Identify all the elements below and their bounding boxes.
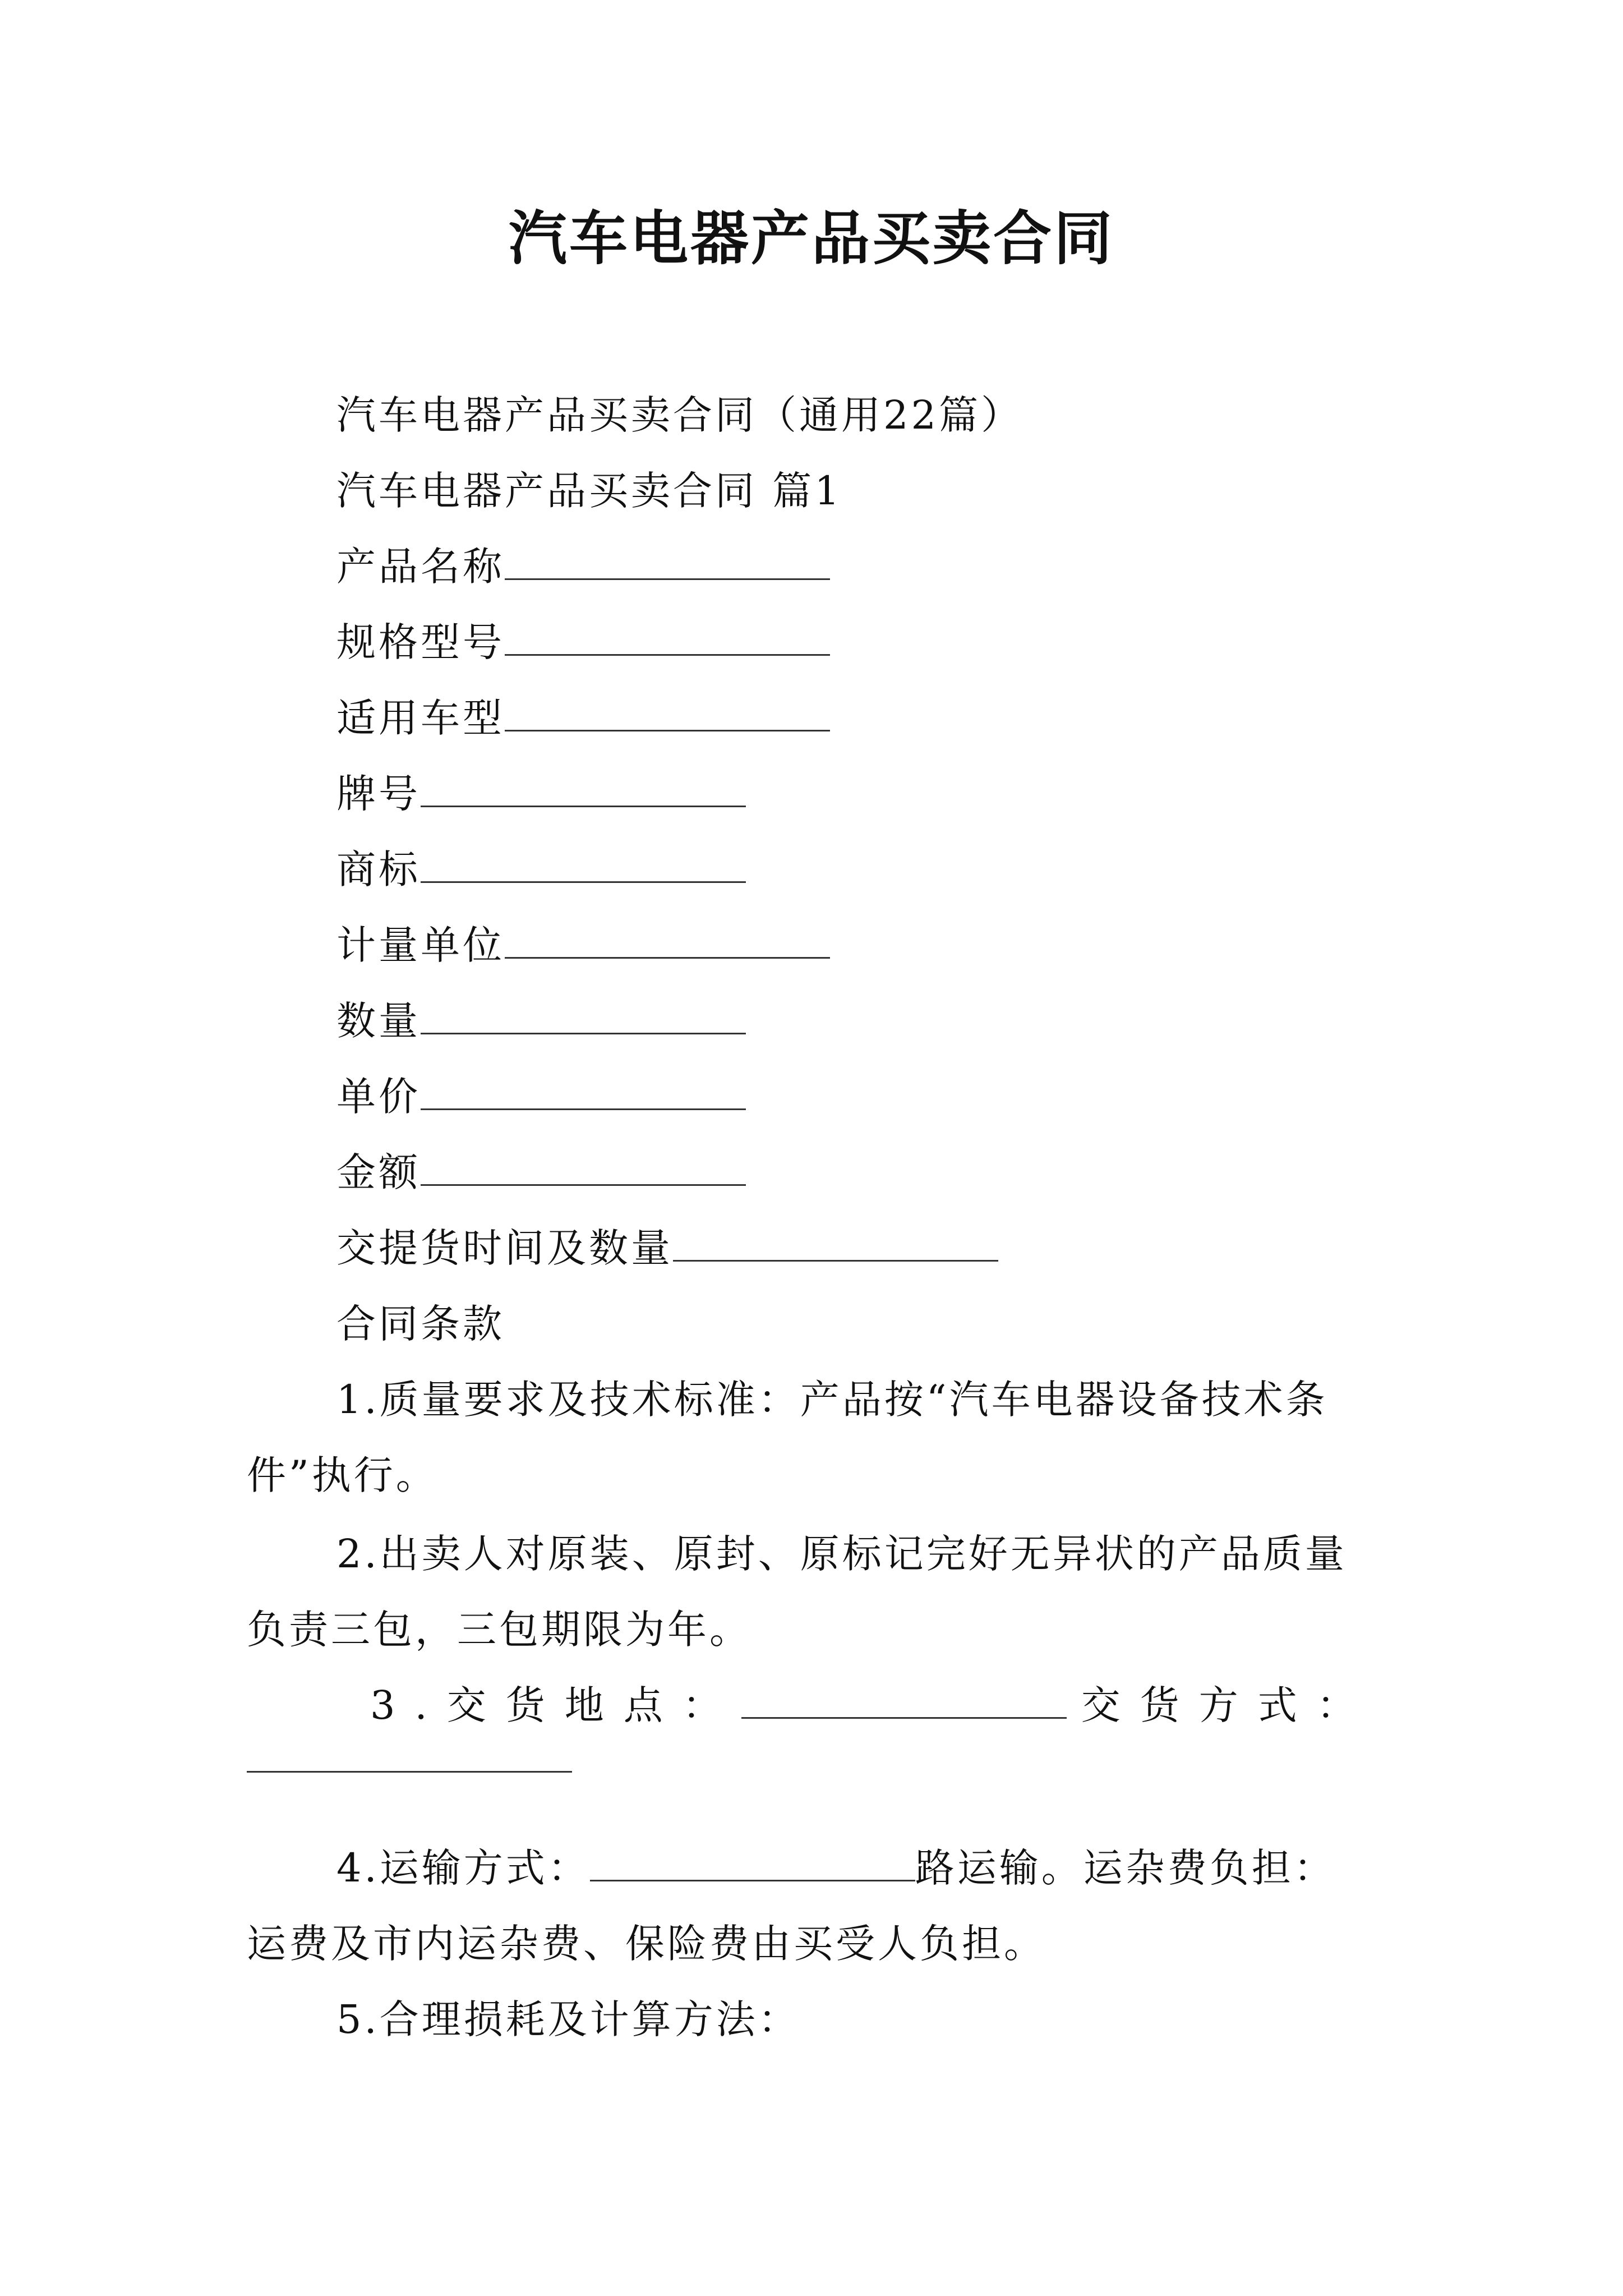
field-brand-number xyxy=(336,766,746,822)
field-amount xyxy=(336,1144,746,1200)
field-unit-price xyxy=(336,1069,746,1125)
field-unit xyxy=(336,917,830,973)
fill-blank xyxy=(741,1678,1067,1719)
fill-blank xyxy=(505,615,830,656)
field-label: 产品名称 xyxy=(336,544,505,590)
clause-4-line-2: 运费及市内运杂费、保险费由买受人负担。 xyxy=(247,1921,1046,1967)
field-applicable-vehicle xyxy=(336,690,830,746)
clause-2-line-2: 负责三包，三包期限为年。 xyxy=(247,1607,751,1653)
fill-blank xyxy=(505,539,830,580)
fill-blank xyxy=(505,691,830,731)
fill-blank xyxy=(421,766,746,807)
delivery-method-label: 交货方式： xyxy=(1081,1682,1376,1728)
fill-blank xyxy=(421,842,746,883)
document-title: 汽车电器产品买卖合同 xyxy=(508,204,1114,273)
clause-4-line-1 xyxy=(336,1840,1336,1896)
fill-blank xyxy=(590,1841,915,1881)
fill-blank xyxy=(421,993,746,1034)
field-model-spec xyxy=(336,614,830,670)
field-product-name xyxy=(336,539,830,595)
clause-1-line-2: 件”执行。 xyxy=(247,1452,438,1498)
transport-suffix: 路运输。运杂费负担： xyxy=(915,1845,1336,1891)
document-subtitle: 汽车电器产品买卖合同（通用22篇） xyxy=(336,392,1023,438)
fill-blank xyxy=(247,1770,572,1773)
clause-5: 5.合理损耗及计算方法： xyxy=(336,1996,800,2042)
field-label: 牌号 xyxy=(336,771,421,817)
clause-3-line xyxy=(370,1677,1376,1733)
field-label: 交提货时间及数量 xyxy=(336,1225,673,1271)
field-label: 计量单位 xyxy=(336,922,505,968)
field-label: 金额 xyxy=(336,1149,421,1195)
section-heading: 汽车电器产品买卖合同 篇1 xyxy=(336,468,842,514)
clause-1-line-1: 1.质量要求及技术标准：产品按“汽车电器设备技术条 xyxy=(336,1377,1328,1423)
fill-blank xyxy=(421,1069,746,1110)
terms-heading: 合同条款 xyxy=(336,1301,505,1347)
field-label: 适用车型 xyxy=(336,695,505,741)
field-label: 商标 xyxy=(336,846,421,892)
field-label: 规格型号 xyxy=(336,619,505,665)
transport-label: 4.运输方式： xyxy=(336,1845,590,1891)
fill-blank xyxy=(421,1145,746,1186)
fill-blank xyxy=(505,918,830,959)
clause-2-line-1: 2.出卖人对原装、原封、原标记完好无异状的产品质量 xyxy=(336,1531,1347,1577)
field-label: 数量 xyxy=(336,998,421,1044)
delivery-place-label: 3.交货地点： xyxy=(370,1682,741,1728)
field-quantity xyxy=(336,993,746,1049)
field-label: 单价 xyxy=(336,1074,421,1120)
field-delivery-time xyxy=(336,1220,998,1276)
field-trademark xyxy=(336,841,746,898)
fill-blank xyxy=(673,1221,998,1262)
